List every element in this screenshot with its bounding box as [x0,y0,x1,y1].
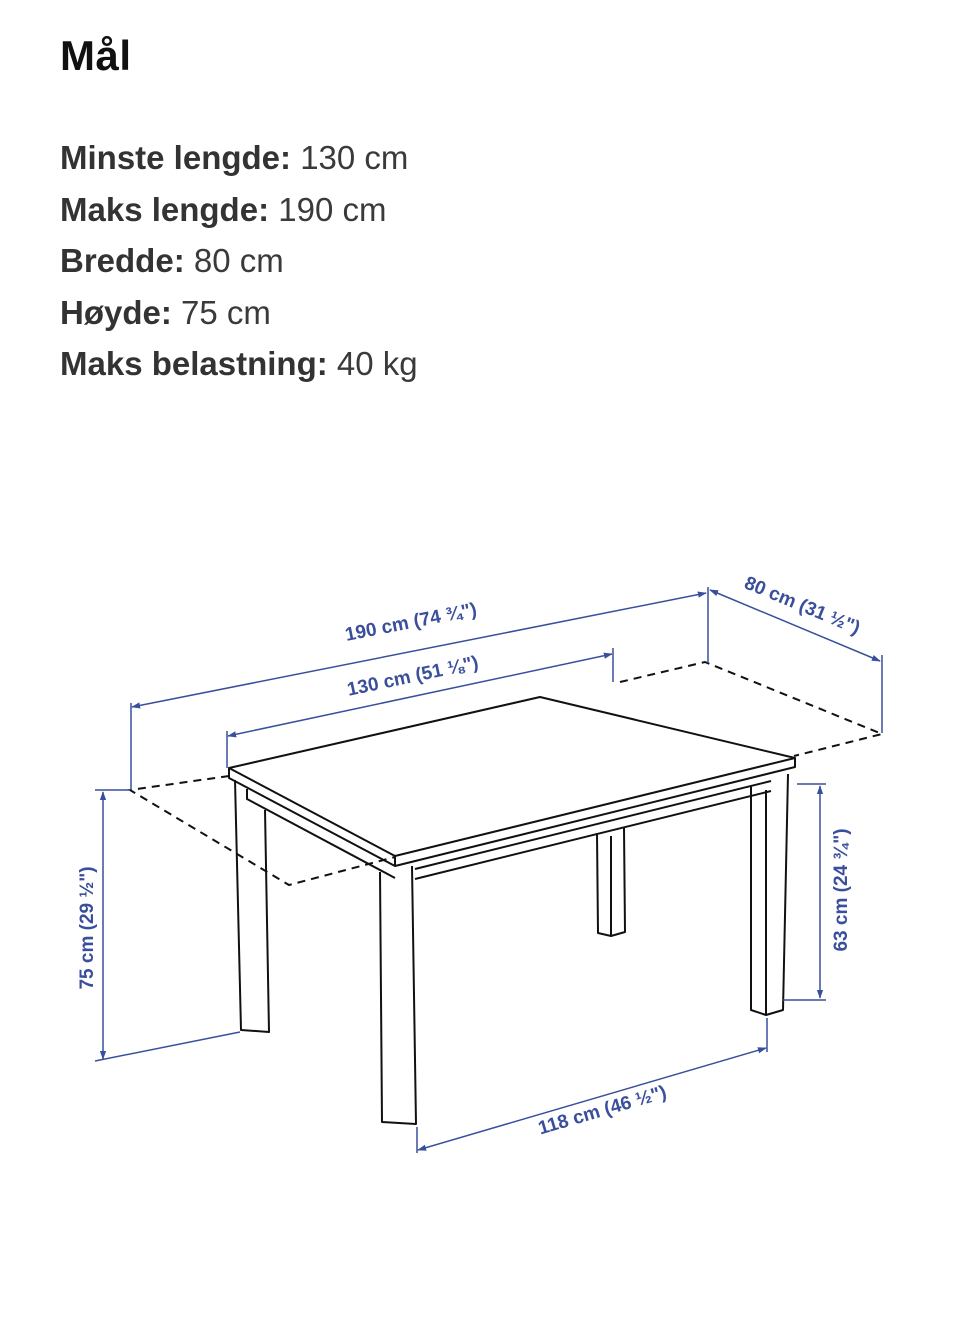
min-length-dimension-label: 130 cm (51 ⅛") [345,652,481,701]
leg-span-dimension-label: 118 cm (46 ½") [535,1082,670,1140]
height-dimension-label: 75 cm (29 ½") [77,866,98,990]
spec-label: Maks lengde: [60,190,270,228]
spec-label: Minste lengde: [60,139,292,176]
width-dimension-label: 80 cm (31 ½") [741,572,863,640]
spec-value: 75 cm [181,293,271,331]
spec-value: 190 cm [278,190,387,228]
max-length-dimension-label: 190 cm (74 ¾") [343,599,479,646]
spec-value: 40 kg [336,345,418,382]
spec-value: 130 cm [300,139,409,176]
leg-height-dimension-label: 63 cm (24 ¾") [831,828,852,952]
table-body [229,697,795,1124]
spec-label: Maks belastning: [60,345,328,382]
dimension-lines [95,587,882,1153]
spec-value: 80 cm [193,242,284,279]
spec-label: Høyde: [60,293,172,331]
page-title: Mål [60,32,132,79]
spec-label: Bredde: [60,242,185,279]
